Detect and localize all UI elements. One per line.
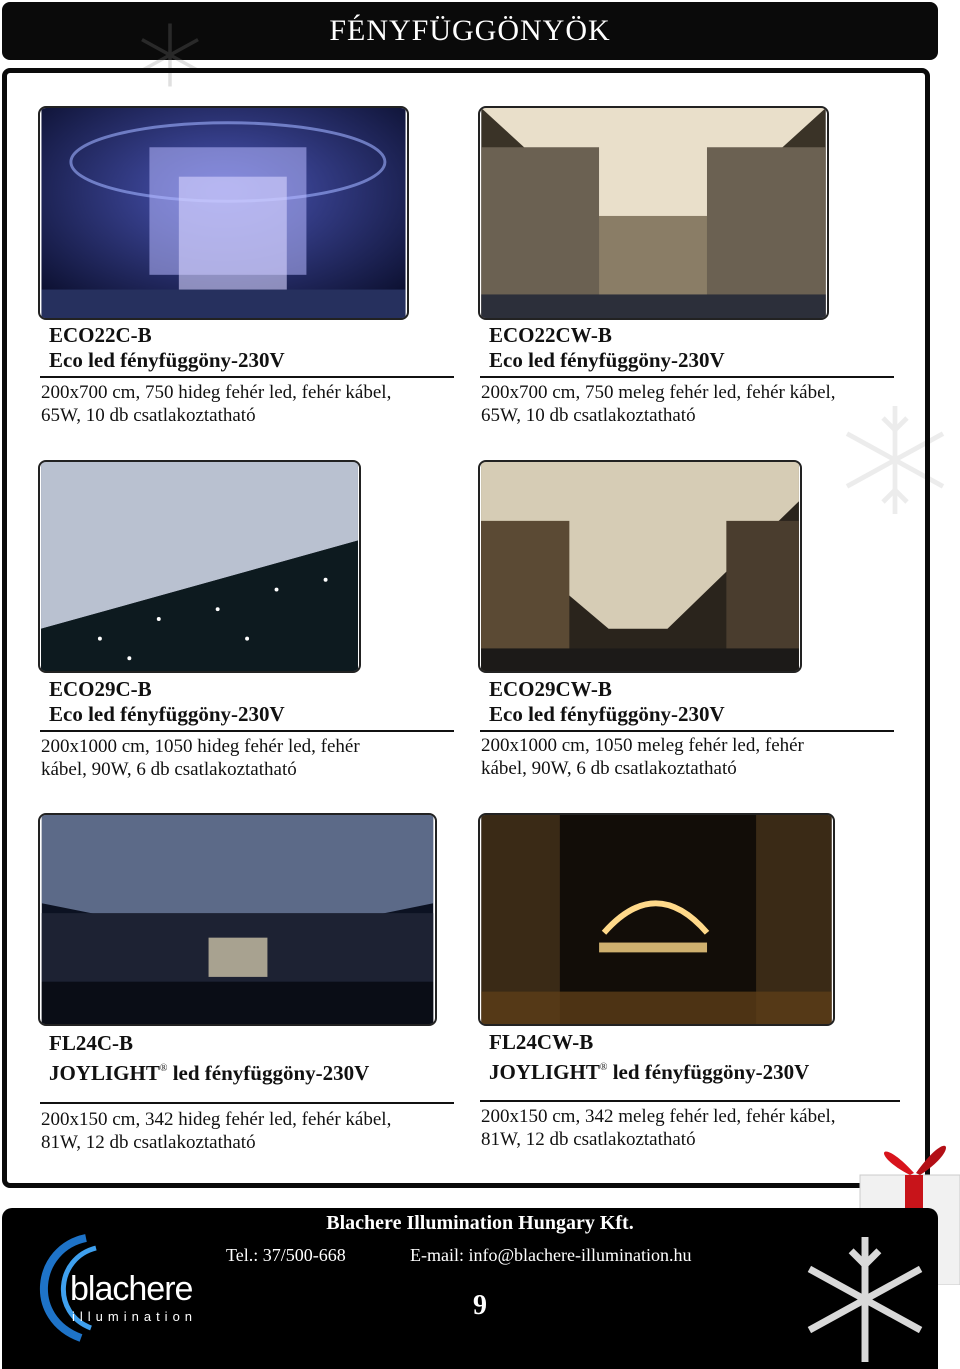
product-title: [489, 323, 725, 373]
page-title: FÉNYFÜGGÖNYÖK: [329, 14, 611, 47]
product-photo: [38, 106, 409, 320]
product-title: [489, 1030, 809, 1085]
product-description: 200x700 cm, 750 meleg fehér led, fehér kábel, 65W, 10 db csatlakoztatható: [481, 382, 836, 426]
phone-number: Tel.: 37/500-668: [226, 1245, 346, 1265]
divider: [40, 376, 454, 378]
product-code: ECO29CW-B: [489, 677, 612, 701]
product-photo: [478, 813, 835, 1026]
product-name: Eco led fényfüggöny-230V: [49, 348, 285, 372]
company-name: Blachere Illumination Hungary Kft.: [326, 1212, 634, 1234]
street-facade-light-curtain-photo: [40, 462, 359, 671]
product-name: Eco led fényfüggöny-230V: [49, 702, 285, 726]
divider: [40, 1102, 454, 1104]
product-title: [49, 323, 285, 373]
divider: [480, 376, 894, 378]
product-name: JOYLIGHT® led fényfüggöny-230V: [489, 1060, 810, 1084]
arcade-ceiling-light-curtain-photo: [40, 815, 435, 1024]
street-canopy-light-curtain-photo: [480, 462, 800, 671]
product-description: 200x1000 cm, 1050 meleg fehér led, fehér kábel, 90W, 6 db csatlakoztatható: [481, 735, 804, 779]
snowflake-decoration-icon: [790, 1230, 940, 1369]
email-address: E-mail: info@blachere-illumination.hu: [410, 1245, 692, 1265]
product-name: Eco led fényfüggöny-230V: [489, 702, 725, 726]
product-description: 200x150 cm, 342 hideg fehér led, fehér kábel, 81W, 12 db csatlakoztatható: [41, 1109, 392, 1153]
product-photo: [478, 460, 802, 673]
product-description: 200x1000 cm, 1050 hideg fehér led, fehér kábel, 90W, 6 db csatlakoztatható: [41, 736, 360, 780]
product-code: FL24C-B: [49, 1031, 133, 1055]
product-photo: [38, 813, 437, 1026]
magna-plaza-light-curtain-photo: [480, 815, 833, 1024]
product-name: Eco led fényfüggöny-230V: [489, 348, 725, 372]
product-title: [49, 677, 285, 727]
logo-wordmark: blachere: [70, 1270, 193, 1308]
product-code: ECO29C-B: [49, 677, 152, 701]
product-description: 200x150 cm, 342 meleg fehér led, fehér kábel, 81W, 12 db csatlakoztatható: [481, 1106, 836, 1150]
product-code: ECO22CW-B: [489, 323, 612, 347]
product-title: [49, 1031, 369, 1086]
product-photo: [38, 460, 361, 673]
logo-subtitle: illumination: [72, 1309, 198, 1324]
product-photo: [478, 106, 829, 320]
chandelier-light-curtain-photo: [40, 108, 407, 318]
product-title: [489, 677, 725, 727]
product-description: 200x700 cm, 750 hideg fehér led, fehér kábel, 65W, 10 db csatlakoztatható: [41, 382, 392, 426]
product-name: JOYLIGHT® led fényfüggöny-230V: [49, 1061, 370, 1085]
product-code: FL24CW-B: [489, 1030, 594, 1054]
page-number: 9: [473, 1290, 487, 1321]
divider: [40, 730, 454, 732]
product-code: ECO22C-B: [49, 323, 152, 347]
divider: [480, 1100, 900, 1102]
shopping-mall-light-curtain-photo: [480, 108, 827, 318]
divider: [480, 730, 894, 732]
